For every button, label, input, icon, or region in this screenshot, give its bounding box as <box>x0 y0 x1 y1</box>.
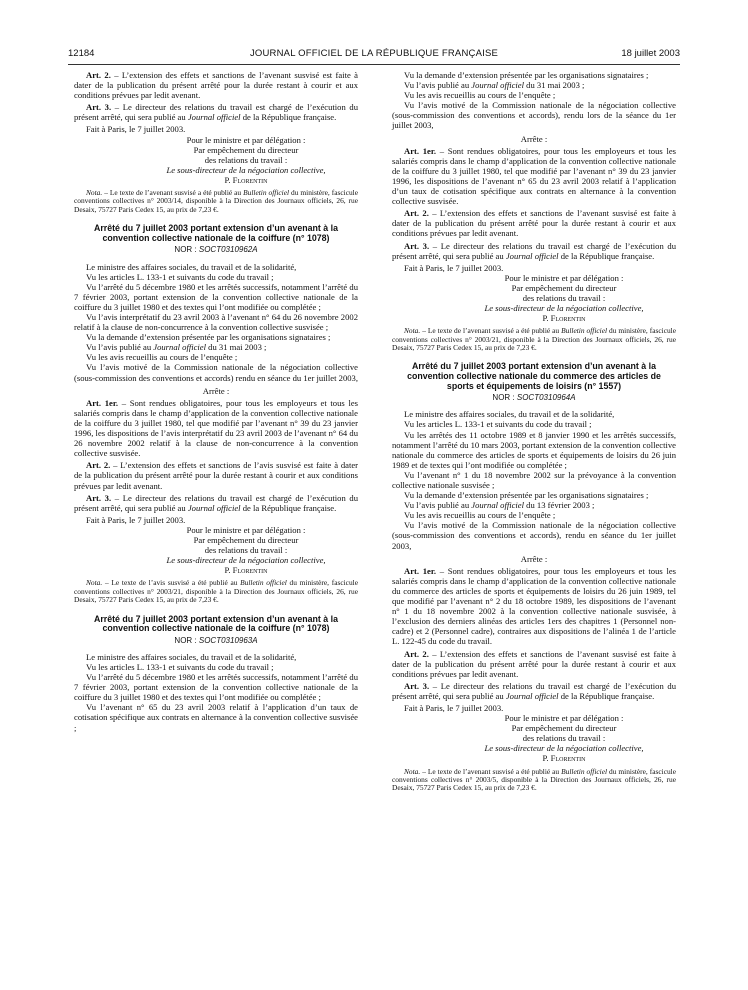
preamble-line: Vu les articles L. 133-1 et suivants du code du travail ; <box>86 661 274 672</box>
preamble-line: Vu l’avis publié au Journal officiel du 13 février 2003 ; <box>404 500 595 511</box>
preamble-line: Vu la demande d’extension présentée par les organisations signataires ; <box>86 332 331 343</box>
preamble-line: Le ministre des affaires sociales, du travail et de la solidarité, <box>404 409 615 420</box>
preamble-line: Vu l’avenant n° 1 du 18 novembre 2002 sur la prévoyance à la convention collective nationale susvisée ; <box>392 469 676 490</box>
nor-reference: NOR : SOCT0310962A <box>174 245 258 255</box>
journal-title: JOURNAL OFFICIEL DE LA RÉPUBLIQUE FRANÇAISE <box>249 48 499 59</box>
preamble-line: Vu l’avis publié au Journal officiel du 31 mai 2003 ; <box>86 342 267 353</box>
article-paragraph: Art. 2. – L’extension des effets et sanctions de l’avenant susvisé est faite à dater de la publication du présent arrêté pour la durée restant à courir et aux conditions prévues par ledit avenant. <box>392 208 676 239</box>
preamble-line: Vu l’avenant n° 65 du 23 avril 2003 relatif à l’application d’un taux de cotisation spécifique aux contrats en alternance à la convention collective susvisée ; <box>74 702 358 733</box>
preamble-line: Vu les avis recueillis au cours de l’enquête ; <box>404 90 556 101</box>
signature-line: Par empêchement du directeur <box>193 534 299 545</box>
article-paragraph: Art. 3. – Le directeur des relations du travail est chargé de l’exécution du présent arrêté, qui sera publié au Journal officiel de la République française. <box>392 680 676 701</box>
arrete-heading: Arrête : <box>520 133 548 144</box>
done-at: Fait à Paris, le 7 juillet 2003. <box>86 514 186 525</box>
signature-line: des relations du travail : <box>522 292 606 303</box>
done-at: Fait à Paris, le 7 juillet 2003. <box>404 702 504 713</box>
preamble-line: Vu la demande d’extension présentée par les organisations signataires ; <box>404 490 649 501</box>
preamble-line: Vu l’arrêté du 5 décembre 1980 et les arrêtés successifs, notamment l’arrêté du 7 février 2003, portant extension de la convention collective nationale de la coiffure du 3 juillet 1980 et des textes qui l’ont modifiée ou complétée ; <box>74 281 358 312</box>
preamble-line: Vu l’arrêté du 5 décembre 1980 et les arrêtés successifs, notamment l’arrêté du 7 février 2003, portant extension de la convention collective nationale de la coiffure du 3 juillet 1980 et des textes qui l’ont modifiée ou complétée ; <box>74 672 358 703</box>
signature-line: Le sous-directeur de la négociation collective, <box>484 303 644 314</box>
done-at: Fait à Paris, le 7 juillet 2003. <box>404 262 504 273</box>
article-paragraph: Art. 1er. – Sont rendues obligatoires, pour tous les employeurs et tous les salariés compris dans le champ d’application de la convention collective nationale du commerce des articles de sports et équipements de loisirs du 26 juin 1989, tel que modifié par l’avenant n° 2 du 18 octobre 1989, les dispositions de l’avenant n° 1 du 18 novembre 2002 à la convention collective nationale susvisée, à l’exclusion des derniers alinéas des articles 1ers des chapitres 1 (Personnel non-cadre) et 2 (Personnel cadre), contraires aux dispositions de l’alinéa 1 de l’article L. 122-45 du code du travail. <box>392 565 676 647</box>
arrete-heading: Arrête : <box>520 553 548 564</box>
nor-reference: NOR : SOCT0310964A <box>492 393 576 403</box>
signatory-name: P. Florentin <box>224 174 268 185</box>
signature-line: Par empêchement du directeur <box>511 282 617 293</box>
preamble-line: Le ministre des affaires sociales, du travail et de la solidarité, <box>86 261 297 272</box>
preamble-line: Vu l’avis motivé de la Commission nationale de la négociation collective (sous-commission des conventions et accords) rendu en séance du 1er juillet 2003, <box>74 362 358 383</box>
article-paragraph: Art. 1er. – Sont rendues obligatoires, pour tous les employeurs et tous les salariés compris dans le champ d’application de la convention collective nationale de la coiffure du 3 juillet 1980, tel que modifié par l’avenant n° 39 du 23 janvier 1996, les dispositions de l’avenant n° 65 du 23 avril 2003 relatif à l’application d’un taux de cotisation spécifique aux contrats en alternance à la convention collective susvisée. <box>392 145 676 207</box>
preamble-line: Vu la demande d’extension présentée par les organisations signataires ; <box>404 70 649 80</box>
article-paragraph: Art. 2. – L’extension des effets et sanctions de l’avis susvisé est faite à dater de la publication du présent arrêté pour la durée restant à courir et aux conditions prévues par ledit avenant. <box>74 460 359 491</box>
signature-line: Le sous-directeur de la négociation collective, <box>166 555 326 566</box>
preamble-line: Vu l’avis publié au Journal officiel du 31 mai 2003 ; <box>404 80 585 91</box>
signatory-name: P. Florentin <box>542 753 586 764</box>
signature-line: Pour le ministre et par délégation : <box>186 134 306 145</box>
issue-date: 18 juillet 2003 <box>621 48 680 59</box>
article-paragraph: Art. 3. – Le directeur des relations du travail est chargé de l’exécution du présent arrêté, qui sera publié au Journal officiel de la République française. <box>74 102 358 123</box>
signature-line: Le sous-directeur de la négociation collective, <box>166 164 326 175</box>
preamble-line: Le ministre des affaires sociales, du travail et de la solidarité, <box>86 651 297 662</box>
nor-reference: NOR : SOCT0310963A <box>174 635 258 645</box>
signature-line: des relations du travail : <box>522 733 606 744</box>
right-column <box>392 70 676 793</box>
preamble-line: Vu l’avis interprétatif du 23 avril 2003 à l’avenant n° 64 du 26 novembre 2002 relatif à la clause de non-concurrence à la convention collective susvisée ; <box>74 312 358 333</box>
done-at: Fait à Paris, le 7 juillet 2003. <box>86 124 186 135</box>
nota: Nota. – Le texte de l’avenant susvisé a été publié au Bulletin officiel du ministère, fascicule conventions collectives n° 2003/14, disponible à la Direction des Journaux officiels, 26, rue Desaix, 75727 Paris Cedex 15, au prix de 7,23 €. <box>74 188 359 214</box>
page-number: 12184 <box>68 48 95 59</box>
decree-title: Arrêté du 7 juillet 2003 portant extension d’un avenant à la convention collective nationale du commerce des articles de sports et équipements de loisirs (n° 1557) <box>407 361 661 391</box>
preamble-line: Vu les avis recueillis au cours de l’enquête ; <box>86 352 238 363</box>
left-column <box>74 70 358 733</box>
preamble-line: Vu les articles L. 133-1 et suivants du code du travail ; <box>86 271 274 282</box>
article-paragraph: Art. 3. – Le directeur des relations du travail est chargé de l’exécution du présent arrêté, qui sera publié au Journal officiel de la République française. <box>392 240 676 261</box>
nota: Nota. – Le texte de l’avis susvisé a été publié au Bulletin officiel du ministère, fascicule conventions collectives n° 2003/21, disponible à la Direction des Journaux officiels, 26, rue Desaix, 75727 Paris Cedex 15, au prix de 7,23 €. <box>74 578 358 605</box>
signatory-name: P. Florentin <box>542 313 586 324</box>
signature-line: Le sous-directeur de la négociation collective, <box>484 743 644 754</box>
signature-line: Par empêchement du directeur <box>193 144 299 155</box>
article-paragraph: Art. 2. – L’extension des effets et sanctions de l’avenant susvisé est faite à dater de la publication du présent arrêté pour la durée restant à courir et aux conditions prévues par ledit avenant. <box>74 70 358 101</box>
header-rule <box>68 64 680 65</box>
signatory-name: P. Florentin <box>224 565 268 576</box>
article-paragraph: Art. 2. – L’extension des effets et sanctions de l’avenant susvisé est faite à dater de la publication du présent arrêté pour la durée restant à courir et aux conditions prévues par ledit avenant. <box>392 648 676 679</box>
preamble-line: Vu les avis recueillis au cours de l’enquête ; <box>404 510 556 521</box>
article-paragraph: Art. 3. – Le directeur des relations du travail est chargé de l’exécution du présent arrêté, qui sera publié au Journal officiel de la République française. <box>74 492 358 513</box>
article-paragraph: Art. 1er. – Sont rendues obligatoires, pour tous les employeurs et tous les salariés compris dans le champ d’application de la convention collective nationale de la coiffure du 3 juillet 1980, tel que modifié par l’avenant n° 39 du 23 janvier 1996, les dispositions de l’avis interprétatif du 23 avril 2003 de l’avenant n° 64 du 26 novembre 2002 relatif à la clause de non-concurrence à la convention collective susvisée. <box>74 397 358 459</box>
signature-line: Par empêchement du directeur <box>511 723 617 734</box>
nota: Nota. – Le texte de l’avenant susvisé a été publié au Bulletin officiel du ministère, fascicule conventions collectives n° 2003/21, disponible à la Direction des Journaux officiels, 26, rue Desaix, 75727 Paris Cedex 15, au prix de 7,23 €. <box>392 326 677 353</box>
signature-line: des relations du travail : <box>204 545 288 556</box>
page-header <box>68 48 680 64</box>
signature-line: Pour le ministre et par délégation : <box>504 272 624 283</box>
signature-line: des relations du travail : <box>204 154 288 165</box>
preamble-line: Vu l’avis motivé de la Commission nationale de la négociation collective (sous-commission des conventions et accords), rendu lors de la séance du 1er juillet 2003, <box>392 100 676 131</box>
arrete-heading: Arrête : <box>202 385 230 396</box>
decree-title: Arrêté du 7 juillet 2003 portant extension d’un avenant à la convention collective nationale de la coiffure (n° 1078) <box>94 613 338 634</box>
signature-line: Pour le ministre et par délégation : <box>504 713 624 724</box>
preamble-line: Vu les articles L. 133-1 et suivants du code du travail ; <box>404 419 592 430</box>
preamble-line: Vu les arrêtés des 11 octobre 1989 et 8 janvier 1990 et les arrêtés successifs, notamment l’arrêté du 10 mars 2003, portant extension de la convention collective nationale du commerce des articles de sports et équipements de loisirs du 26 juin 1989 et de textes qui l’ont modifiée ou complétée ; <box>392 429 676 470</box>
signature-line: Pour le ministre et par délégation : <box>186 524 306 535</box>
decree-title: Arrêté du 7 juillet 2003 portant extension d’un avenant à la convention collective nationale de la coiffure (n° 1078) <box>94 223 338 243</box>
nota: Nota. – Le texte de l’avenant susvisé a été publié au Bulletin officiel du ministère, fascicule conventions collectives n° 2003/5, disponible à la Direction des Journaux officiels, 26, rue Desaix, 75727 Paris Cedex 15, au prix de 7,23 €. <box>392 766 677 793</box>
preamble-line: Vu l’avis motivé de la Commission nationale de la négociation collective (sous-commission des conventions et accords), rendu en séance du 1er juillet 2003, <box>392 520 676 551</box>
